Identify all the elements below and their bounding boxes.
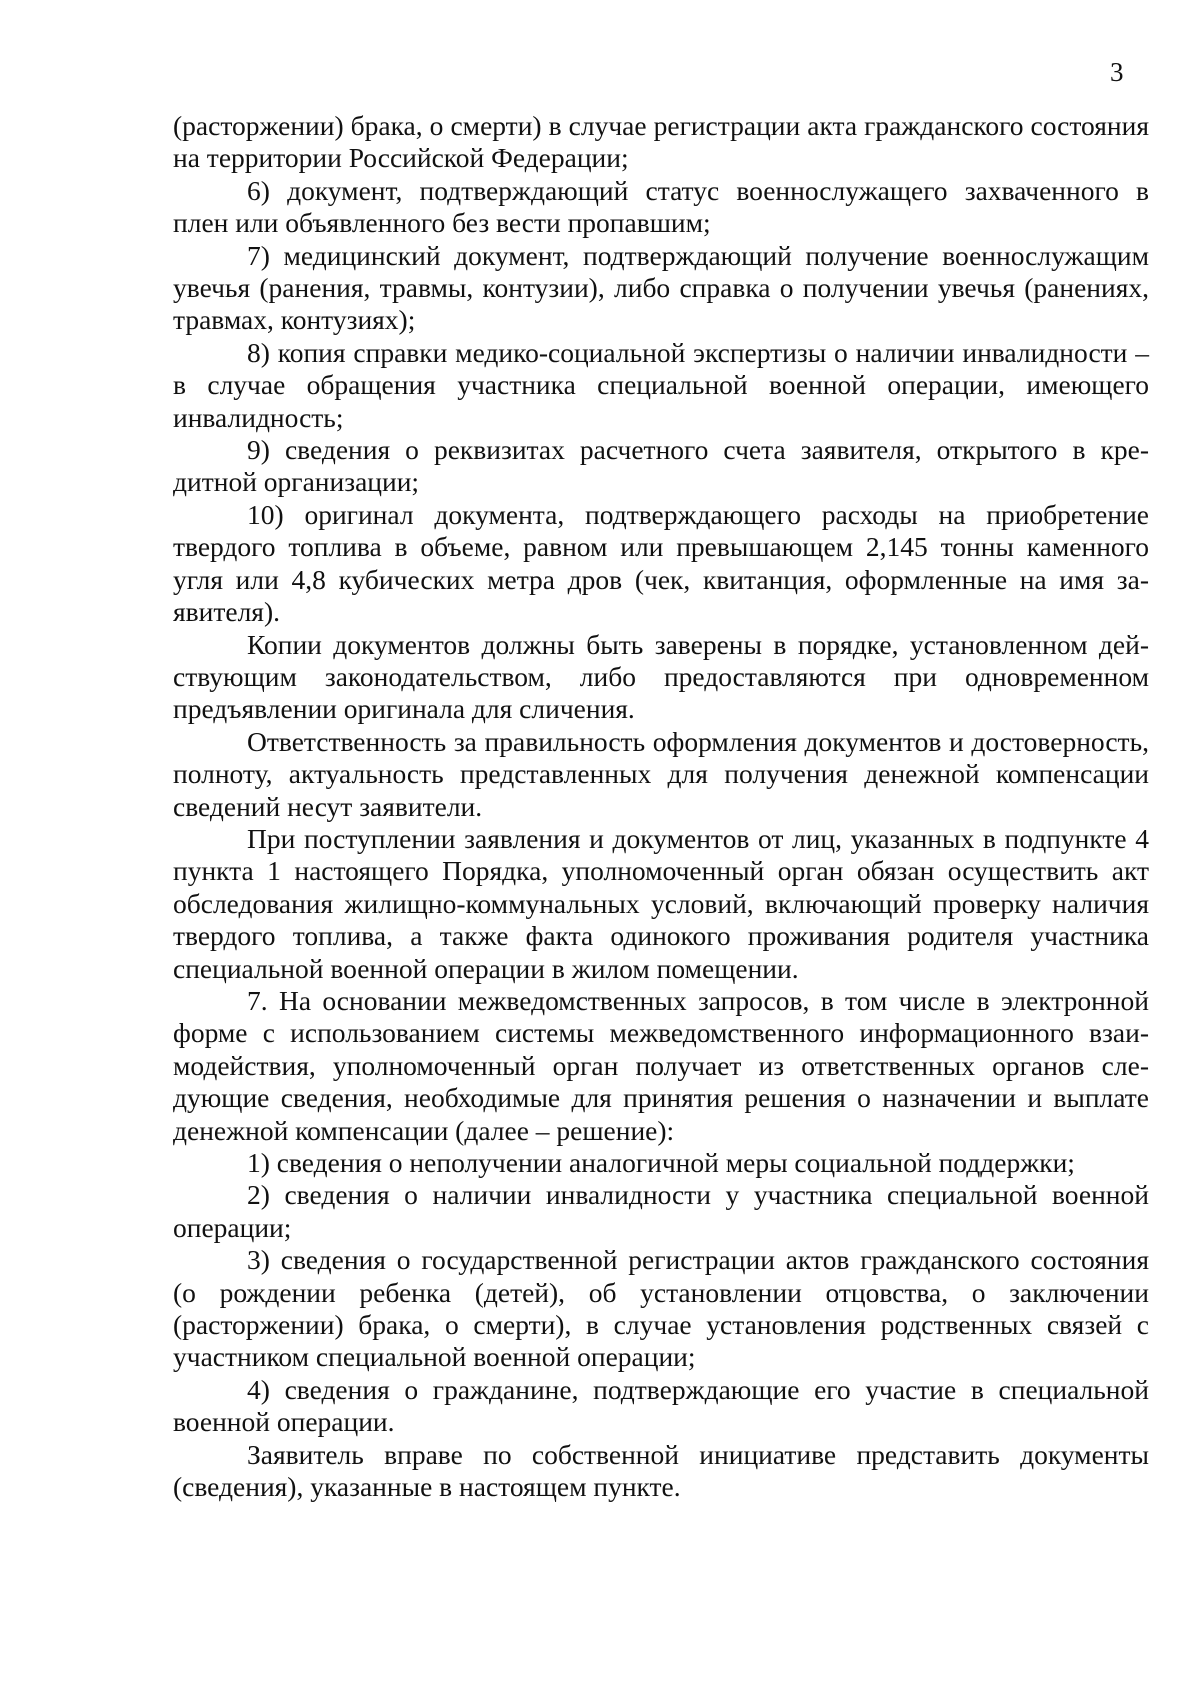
section-7: 7. На основании межведомственных запросов, в том числе в электронной форме с использованием системы межведомственного информационного взаимодействия, уполномоченный орган получает из ответственных органов следующие сведения, необходимые для принятия решения о назначении и выплате денежной компенсации (далее – решение): (173, 984, 1149, 1146)
section-7-item-2: 2) сведения о наличии инвалидности у участника специальной военной операции; (173, 1179, 1149, 1243)
page-number: 3 (1110, 57, 1124, 87)
list-item-6: 6) документ, подтверждающий статус военнослужащего захваченного в плен или объявленного без вести пропавшим; (173, 174, 1149, 239)
section-7-item-1: 1) сведения о неполучении аналогичной меры социальной поддержки; (247, 1147, 1075, 1178)
list-item-8: 8) копия справки медико-социальной экспертизы о наличии инвалидности – в случае обращения участника специальной военной операции, имеющего инвалидность; (173, 336, 1149, 433)
section-7-item-4: 4) сведения о гражданине, подтверждающие его участие в специальной военной операции. (173, 1373, 1149, 1438)
paragraph-inspection: При поступлении заявления и документов от лиц, указанных в подпункте 4 пункта 1 настоящего Порядка, уполномоченный орган обязан осуществить акт обследования жилищно-коммунальных условий, включающий проверку наличия твердого топлива, а также факта одинокого проживания родителя участника специальной военной операции в жилом помещении. (173, 822, 1149, 984)
list-item-10: 10) оригинал документа, подтверждающего расходы на приобретение твердого топлива в объеме, равном или превышающем 2,145 тонны каменного угля или 4,8 кубических метра дров (чек, квитанция, оформленные на имя заявителя). (173, 498, 1149, 628)
paragraph-continuation: (расторжении) брака, о смерти) в случае регистрации акта гражданского состояния на территории Российской Федерации; (173, 110, 1149, 174)
paragraph-copies: Копии документов должны быть заверены в порядке, установленном действующим законодательством, либо предоставляются при одновременном предъявлении оригинала для сличения. (173, 628, 1149, 725)
document-body (173, 110, 1149, 1503)
list-item-7: 7) медицинский документ, подтверждающий получение военнослужащим увечья (ранения, травмы, контузии), либо справка о получении увечья (ранениях, травмах, контузиях); (173, 239, 1149, 336)
paragraph-applicant-right: Заявитель вправе по собственной инициативе представить документы (сведения), указанные в настоящем пункте. (173, 1438, 1149, 1503)
section-7-item-3: 3) сведения о государственной регистрации актов гражданского состояния (о рождении ребенка (детей), об установлении отцовства, о заключении (расторжении) брака, о смерти), в случае установления родственных связей с участником специальной военной операции; (173, 1244, 1149, 1373)
paragraph-responsibility: Ответственность за правильность оформления документов и достоверность, полноту, актуальность представленных для получения денежной компенсации сведений несут заявители. (173, 725, 1149, 822)
list-item-9: 9) сведения о реквизитах расчетного счета заявителя, открытого в кредитной организации; (173, 434, 1149, 498)
